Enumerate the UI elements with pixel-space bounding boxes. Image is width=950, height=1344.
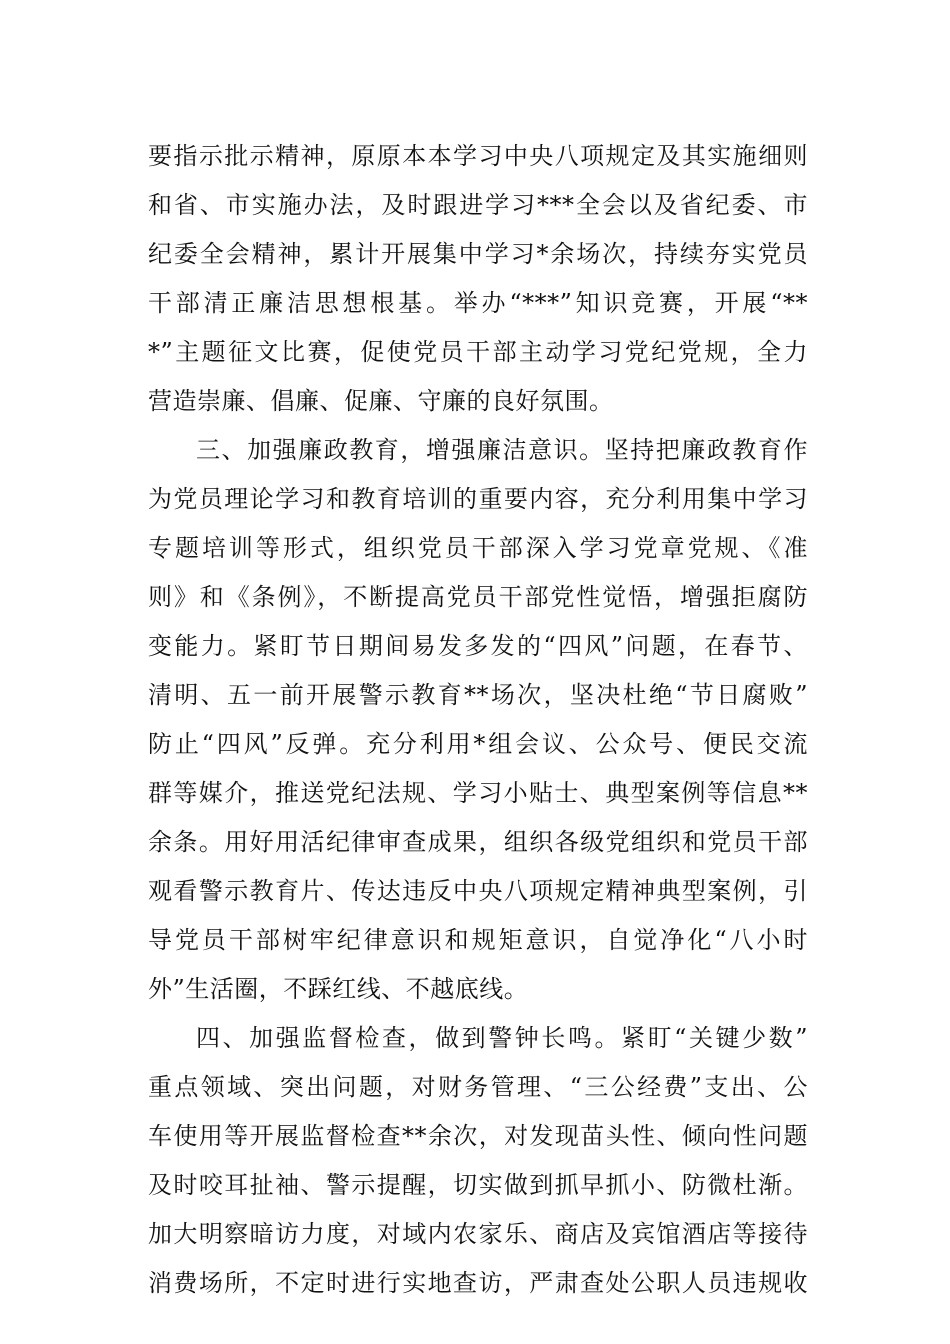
document-body <box>148 132 808 1308</box>
text-line: 专题培训等形式，组织党员干部深入学习党章党规、《准 <box>148 534 808 562</box>
text-line: 群等媒介，推送党纪法规、学习小贴士、典型案例等信息** <box>148 779 808 807</box>
text-line: 余条。用好用活纪律审查成果，组织各级党组织和党员干部 <box>148 828 808 856</box>
text-line: 及时咬耳扯袖、警示提醒，切实做到抓早抓小、防微杜渐。 <box>148 1171 808 1199</box>
text-line: 干部清正廉洁思想根基。举办“***”知识竞赛，开展“** <box>148 289 808 317</box>
section-four-heading-line: 四、加强监督检查，做到警钟长鸣。紧盯“关键少数” <box>196 1024 808 1052</box>
text-line: 为党员理论学习和教育培训的重要内容，充分利用集中学习 <box>148 485 808 513</box>
text-line: 导党员干部树牢纪律意识和规矩意识，自觉净化“八小时 <box>148 926 808 954</box>
text-line: 重点领域、突出问题，对财务管理、“三公经费”支出、公 <box>148 1073 808 1101</box>
text-line: 观看警示教育片、传达违反中央八项规定精神典型案例，引 <box>148 877 808 905</box>
text-line: 和省、市实施办法，及时跟进学习***全会以及省纪委、市 <box>148 191 808 219</box>
text-line: 要指示批示精神，原原本本学习中央八项规定及其实施细则 <box>148 142 808 170</box>
text-line: 消费场所，不定时进行实地查访，严肃查处公职人员违规收 <box>148 1269 808 1297</box>
text-line: 变能力。紧盯节日期间易发多发的“四风”问题，在春节、 <box>148 632 808 660</box>
section-three-heading-line: 三、加强廉政教育，增强廉洁意识。坚持把廉政教育作 <box>196 436 808 464</box>
text-line: 则》和《条例》，不断提高党员干部党性觉悟，增强拒腐防 <box>148 583 808 611</box>
text-line: 防止“四风”反弹。充分利用*组会议、公众号、便民交流 <box>148 730 808 758</box>
text-line: 纪委全会精神，累计开展集中学习*余场次，持续夯实党员 <box>148 240 808 268</box>
text-line: *”主题征文比赛，促使党员干部主动学习党纪党规，全力 <box>148 338 808 366</box>
text-line: 清明、五一前开展警示教育**场次，坚决杜绝“节日腐败” <box>148 681 808 709</box>
text-line: 外”生活圈，不踩红线、不越底线。 <box>148 975 529 1003</box>
text-line: 加大明察暗访力度，对域内农家乐、商店及宾馆酒店等接待 <box>148 1220 808 1248</box>
text-line: 营造崇廉、倡廉、促廉、守廉的良好氛围。 <box>148 387 614 415</box>
text-line: 车使用等开展监督检查**余次，对发现苗头性、倾向性问题 <box>148 1122 808 1150</box>
